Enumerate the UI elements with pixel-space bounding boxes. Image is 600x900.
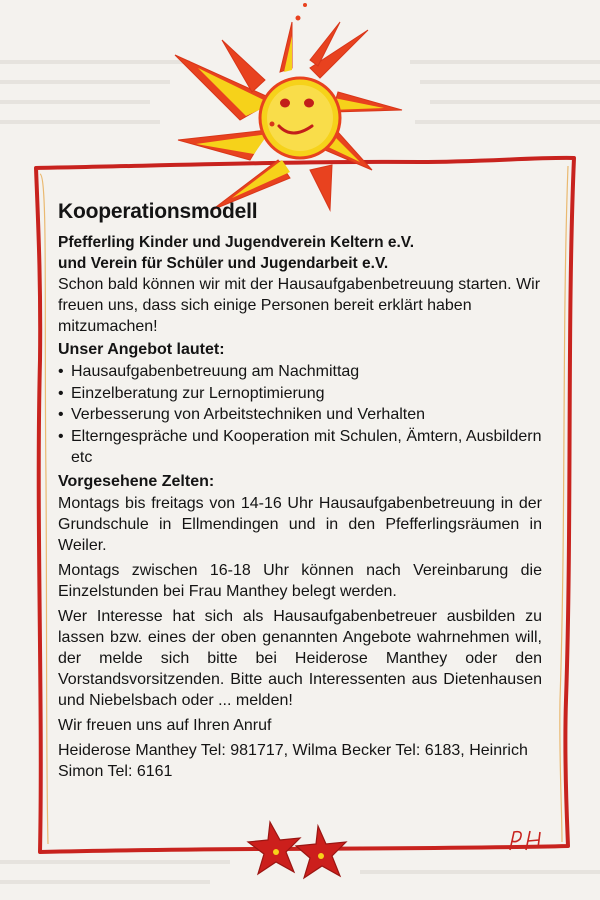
organisation-line-1: Pfefferling Kinder und Jugendverein Keltern e.V.: [58, 234, 415, 251]
offer-list: [58, 361, 542, 469]
closing-line: Wir freuen uns auf Ihren Anruf: [58, 716, 272, 734]
article: [58, 200, 542, 782]
page-title: Kooperationsmodell: [58, 200, 258, 223]
list-item: • Elterngespräche und Kooperation mit Schulen, Ämtern, Ausbildern etc: [58, 426, 542, 469]
list-item: • Einzelberatung zur Lernoptimierung: [58, 383, 542, 405]
interest-paragraph: Wer Interesse hat sich als Hausaufgabenbetreuer ausbilden zu lassen bzw. eines der oben genannten Angebote wahrnehmen will, der melde sich bitte bei Heiderose Manthey oder den Vorstandsvorsitzenden. Bitte auch Interessenten aus Dietenhausen und Niebelsbach oder ... melden!: [58, 607, 542, 709]
intro-paragraph: Schon bald können wir mit der Hausaufgabenbetreuung starten. Wir freuen uns, dass sich einige Personen bereit erklärt haben mitzumachen!: [58, 276, 541, 335]
times-paragraph-2: Montags zwischen 16-18 Uhr können nach Vereinbarung die Einzelstunden bei Frau Manthey belegt werden.: [58, 561, 542, 600]
organisation-line-2: und Verein für Schüler und Jugendarbeit e.V.: [58, 255, 389, 272]
times-paragraph-1: Montags bis freitags von 14-16 Uhr Hausaufgabenbetreuung in der Grundschule in Ellmendingen und in den Pfefferlingsräumen in Weiler.: [58, 494, 542, 554]
signature: [506, 826, 546, 854]
contact-line: Heiderose Manthey Tel: 981717, Wilma Becker Tel: 6183, Heinrich Simon Tel: 6161: [58, 741, 528, 780]
sun-icon: [175, 3, 402, 210]
times-heading: Vorgesehene Zelten:: [58, 472, 215, 490]
offer-heading: Unser Angebot lautet:: [58, 341, 225, 358]
list-item: • Verbesserung von Arbeitstechniken und Verhalten: [58, 404, 542, 426]
list-item: • Hausaufgabenbetreuung am Nachmittag: [58, 361, 542, 383]
